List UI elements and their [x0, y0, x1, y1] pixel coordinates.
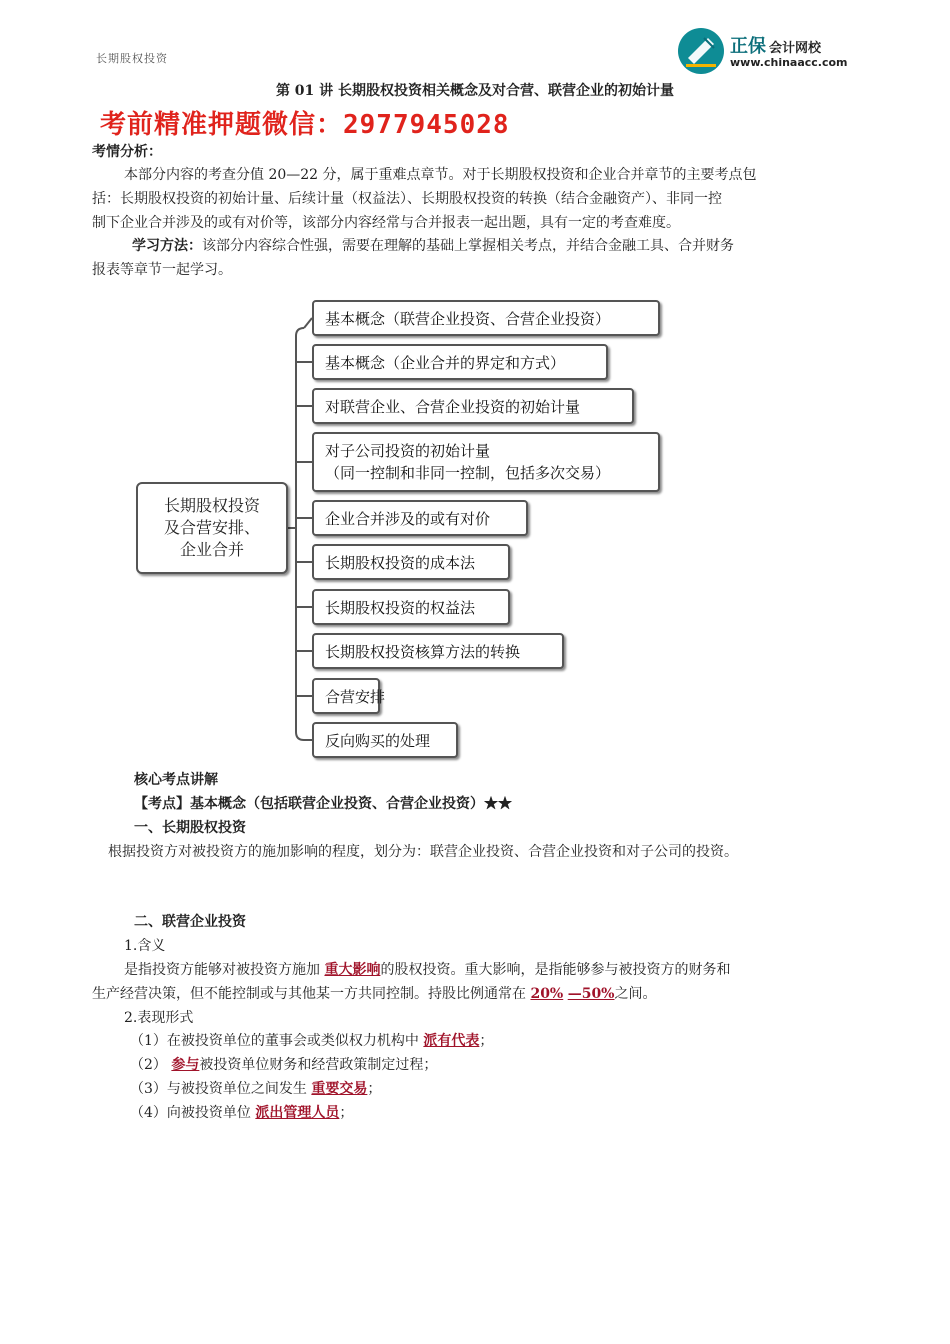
key-term-pct-high: —50%	[567, 986, 615, 1002]
meaning-text-c: 生产经营决策，但不能控制或与其他某一方共同控制。持股比例通常在	[92, 986, 526, 1002]
mindmap-root	[136, 482, 288, 574]
form-item-post: ；	[339, 1105, 354, 1121]
meaning-line-2	[92, 982, 657, 1006]
key-term-pct-low: 20%	[530, 986, 564, 1002]
mindmap-node-subsidiary-measurement	[312, 432, 660, 492]
form-item-post: ；	[479, 1033, 494, 1049]
root-line-3: 企业合并	[179, 540, 244, 559]
connector-branch	[304, 318, 312, 328]
section-1-title: 一、长期股权投资	[134, 820, 246, 836]
node-label: 企业合并涉及的或有对价	[325, 509, 491, 528]
form-item-post: 被投资单位财务和经营政策制定过程；	[199, 1057, 438, 1073]
analysis-heading: 考情分析：	[92, 144, 162, 160]
study-method-text: 该部分内容综合性强，需要在理解的基础上掌握相关考点，并结合金融工具、合并财务	[202, 238, 734, 254]
brand-url: www.chinaacc.com	[730, 56, 848, 69]
form-item-3	[130, 1077, 381, 1101]
node-label-line-1: 对子公司投资的初始计量	[325, 442, 491, 460]
study-method-label: 学习方法：	[132, 238, 202, 254]
forms-label: 2.表现形式	[124, 1010, 194, 1026]
form-item-pre: （4）向被投资单位	[130, 1105, 251, 1121]
form-item-2	[130, 1053, 437, 1077]
node-label-line-2: （同一控制和非同一控制，包括多次交易）	[325, 464, 611, 482]
meaning-text-b: 的股权投资。重大影响，是指能够参与被投资方的财务和	[380, 962, 731, 978]
key-term-important-transactions: 重要交易	[311, 1081, 368, 1097]
form-item-post: ；	[367, 1081, 382, 1097]
node-label: 基本概念（联营企业投资、合营企业投资）	[325, 309, 611, 328]
root-line-2: 及合营安排、	[163, 518, 260, 537]
topic-heading: 【考点】基本概念（包括联营企业投资、合营企业投资）★★	[134, 796, 512, 812]
brand-sub: 会计网校	[769, 41, 822, 56]
core-heading: 核心考点讲解	[134, 772, 218, 788]
connector-trunk	[296, 328, 304, 740]
mindmap-node-method-conversion	[312, 633, 564, 669]
form-item-pre: （1）在被投资单位的董事会或类似权力机构中	[130, 1033, 419, 1049]
mindmap-node-reverse-acquisition	[312, 722, 458, 758]
analysis-line-3: 制下企业合并涉及的或有对价等，该部分内容经常与合并报表一起出题，具有一定的考查难度。	[92, 215, 680, 231]
mindmap-node-cost-method	[312, 544, 510, 580]
analysis-line-1: 本部分内容的考查分值 20—22 分，属于重难点章节。对于长期股权投资和企业合并章节的主要考点包	[124, 167, 757, 183]
form-item-pre: （3）与被投资单位之间发生	[130, 1081, 307, 1097]
meaning-text-end: 之间。	[614, 986, 657, 1002]
brand-main: 正保	[730, 36, 766, 57]
mindmap-node-initial-measurement-jv	[312, 388, 634, 424]
meaning-text-a: 是指投资方能够对被投资方施加	[124, 962, 320, 978]
key-term-participate: 参与	[171, 1057, 200, 1073]
mindmap-node-basic-concept-merger	[312, 344, 608, 380]
node-label: 合营安排	[325, 687, 386, 706]
node-label: 对联营企业、合营企业投资的初始计量	[325, 397, 581, 416]
mindmap-node-basic-concept-associate	[312, 300, 660, 336]
key-term-significant-influence: 重大影响	[324, 962, 381, 978]
node-label: 基本概念（企业合并的界定和方式）	[325, 353, 566, 372]
section-2-title: 二、联营企业投资	[134, 914, 246, 930]
node-label: 长期股权投资的权益法	[325, 598, 476, 617]
analysis-line-2: 括：长期股权投资的初始计量、后续计量（权益法）、长期股权投资的转换（结合金融资产）、非同一控	[92, 191, 722, 207]
section-1-text: 根据投资方对被投资方的施加影响的程度，划分为：联营企业投资、合营企业投资和对子公司的投资。	[108, 844, 738, 860]
mindmap-node-equity-method	[312, 589, 510, 625]
lecture-title: 第 01 讲 长期股权投资相关概念及对合营、联营企业的初始计量	[275, 83, 675, 99]
form-item-pre: （2）	[130, 1057, 167, 1073]
meaning-line-1	[124, 958, 730, 982]
promo-banner: 考前精准押题微信：2977945028	[100, 110, 510, 140]
node-label: 长期股权投资的成本法	[325, 553, 476, 572]
node-label: 反向购买的处理	[325, 731, 431, 750]
node-label: 长期股权投资核算方法的转换	[325, 642, 521, 661]
mindmap-node-joint-arrangement	[312, 678, 386, 714]
key-term-management-personnel: 派出管理人员	[255, 1105, 340, 1121]
form-item-4	[130, 1101, 353, 1125]
key-term-representative: 派有代表	[423, 1033, 480, 1049]
page-header-mark: 长期股权投资	[96, 52, 168, 65]
mindmap-node-contingent-consideration	[312, 500, 528, 536]
meaning-label: 1.含义	[124, 938, 166, 954]
root-line-1: 长期股权投资	[163, 496, 260, 515]
form-item-1	[130, 1029, 493, 1053]
study-method-line-2: 报表等章节一起学习。	[92, 262, 232, 278]
